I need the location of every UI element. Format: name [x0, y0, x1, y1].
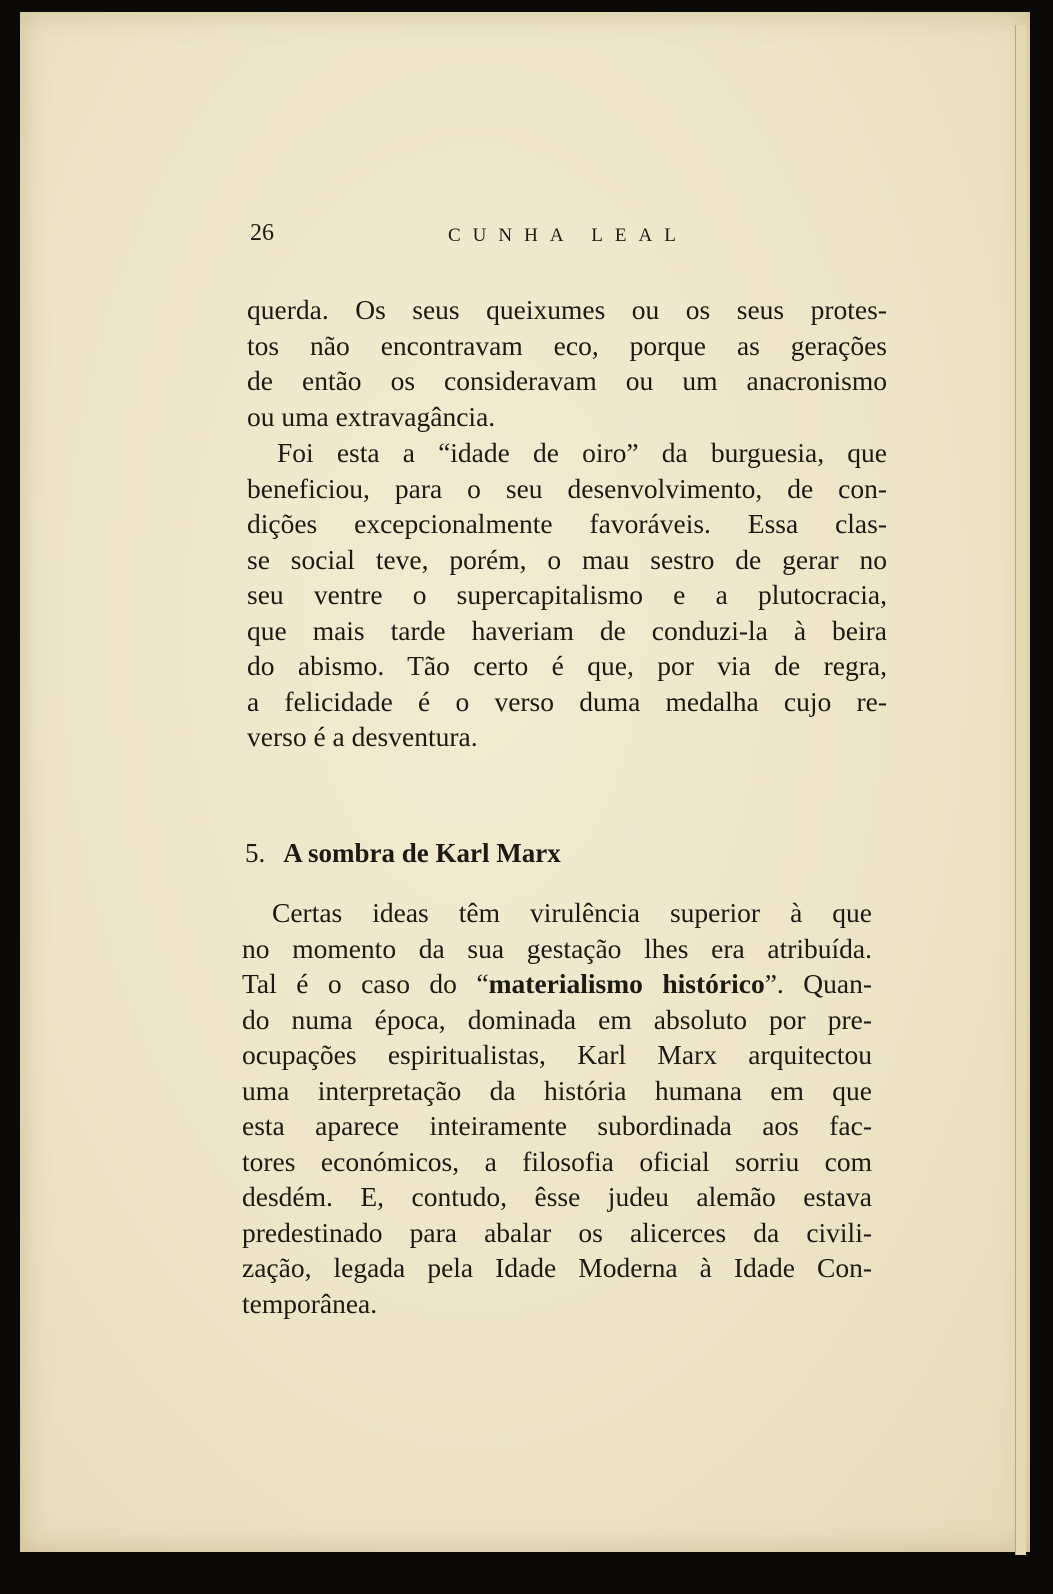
scan-border: [0, 1555, 1053, 1594]
paragraph-2: [247, 435, 887, 755]
text-line: esta aparece inteiramente subordinada aos fac-: [242, 1110, 872, 1141]
text-line: tos não encontravam eco, porque as gerações: [247, 329, 887, 361]
text-line: de então os consideravam ou um anacronismo: [247, 365, 887, 396]
text-line: desdém. E, contudo, êsse judeu alemão estava: [242, 1181, 872, 1212]
text-line: tores económicos, a filosofia oficial sorriu com: [242, 1145, 872, 1177]
text-run: ”.: [764, 968, 784, 999]
text-line: temporânea.: [242, 1287, 378, 1319]
text-line: seu ventre o supercapitalismo e a plutocracia,: [247, 579, 887, 610]
text-line: no momento da sua gestação lhes era atribuída.: [242, 932, 872, 964]
text-run: Tal é o caso do “: [242, 968, 489, 999]
text-line: uma interpretação da história humana em que: [242, 1074, 872, 1106]
page-number: 26: [250, 220, 274, 246]
text-line: dições excepcionalmente favoráveis. Essa clas-: [247, 508, 887, 539]
text-line: se social teve, porém, o mau sestro de gerar no: [247, 543, 887, 575]
section-heading: [245, 838, 561, 869]
text-line: do numa época, dominada em absoluto por pre-: [242, 1003, 872, 1035]
text-line: ou uma extravagância.: [247, 400, 496, 432]
text-line: Foi esta a “idade de oiro” da burguesia, que: [277, 437, 887, 468]
emphasis-text: materialismo histórico: [488, 968, 765, 999]
text-line: beneficiou, para o seu desenvolvimento, de con-: [247, 472, 887, 504]
text-line: do abismo. Tão certo é que, por via de regra,: [247, 650, 887, 681]
paragraph-1: [247, 292, 887, 434]
running-title: CUNHA LEAL: [448, 225, 688, 246]
text-line: que mais tarde haveriam de conduzi-la à beira: [247, 614, 887, 646]
section-number: 5.: [245, 838, 266, 868]
text-line: predestinado para abalar os alicerces da civili-: [242, 1216, 872, 1248]
running-head: [250, 220, 700, 252]
text-line-mixed: [242, 966, 872, 1002]
text-line: Certas ideas têm virulência superior à que: [272, 897, 872, 928]
paragraph-3: [242, 895, 872, 1321]
text-line: verso é a desventura.: [247, 721, 478, 752]
text-line: ocupações espiritualistas, Karl Marx arquitectou: [242, 1039, 872, 1070]
section-title: A sombra de Karl Marx: [283, 838, 561, 868]
text-line: zação, legada pela Idade Moderna à Idade Con-: [242, 1252, 872, 1283]
page-edge: [1015, 25, 1026, 1555]
text-line: a felicidade é o verso duma medalha cujo re-: [247, 685, 887, 717]
text-run: Quan-: [803, 968, 873, 999]
text-line: querda. Os seus queixumes ou os seus protes-: [247, 294, 887, 325]
